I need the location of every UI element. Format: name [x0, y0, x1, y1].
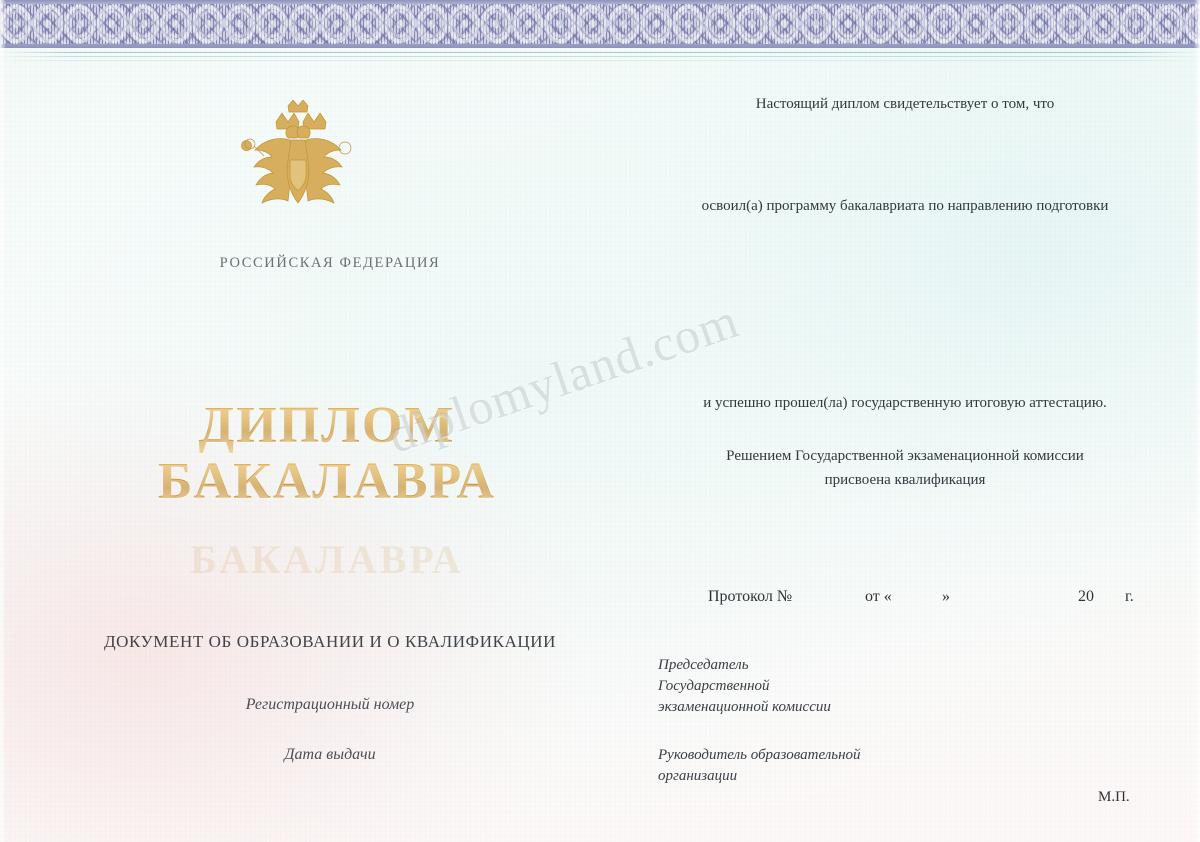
- protocol-year-prefix: 20: [1078, 588, 1094, 605]
- hairline-rule-2: [0, 56, 1200, 57]
- protocol-close-quote: »: [942, 588, 950, 605]
- intro-text: Настоящий диплом свидетельствует о том, что: [755, 96, 1055, 112]
- country-label: РОССИЙСКАЯ ФЕДЕРАЦИЯ: [219, 255, 441, 271]
- head-signature-block: [658, 745, 1018, 787]
- page-edge-right: [1194, 0, 1200, 842]
- hairline-rule-1: [0, 52, 1200, 53]
- head-line2: организации: [658, 768, 738, 784]
- watermark: diplomyland.com: [380, 291, 746, 465]
- chairman-line2: Государственной: [658, 678, 770, 694]
- chairman-signature-block: [658, 655, 988, 718]
- guilloche-top-band: [0, 0, 1200, 48]
- chairman-line3: экзаменационной комиссии: [658, 699, 831, 715]
- band-edge-top: [0, 0, 1200, 4]
- hairline-rule-3: [0, 60, 1200, 61]
- commission-decision-line2: присвоена квалификация: [824, 472, 986, 488]
- diploma-title-ghost: БАКАЛАВРА: [190, 537, 464, 582]
- band-edge-bottom: [0, 44, 1200, 48]
- protocol-year-suffix: г.: [1125, 588, 1134, 605]
- chairman-line1: Председатель: [658, 657, 749, 673]
- russian-coat-of-arms-icon: [228, 100, 368, 240]
- head-line1: Руководитель образовательной: [658, 747, 861, 763]
- registration-number-label: Регистрационный номер: [245, 696, 415, 713]
- protocol-label: Протокол №: [708, 588, 793, 605]
- commission-decision-line1: Решением Государственной экзаменационной комиссии: [726, 448, 1084, 464]
- diploma-title: [92, 398, 562, 510]
- document-subtitle: ДОКУМЕНТ ОБ ОБРАЗОВАНИИ И О КВАЛИФИКАЦИИ: [103, 632, 557, 651]
- protocol-from-label: от «: [865, 588, 892, 605]
- program-text: освоил(а) программу бакалавриата по направлению подготовки: [701, 198, 1109, 214]
- diploma-title-line2: БАКАЛАВРА: [92, 454, 562, 510]
- seal-mark: М.П.: [1098, 789, 1130, 805]
- attestation-text: и успешно прошел(ла) государственную итоговую аттестацию.: [703, 395, 1107, 411]
- issue-date-label: Дата выдачи: [284, 746, 376, 763]
- commission-decision-text: [660, 444, 1150, 492]
- guilloche-pattern: [0, 2, 1200, 46]
- page-edge-left: [0, 0, 6, 842]
- diploma-title-line1: ДИПЛОМ: [92, 398, 562, 454]
